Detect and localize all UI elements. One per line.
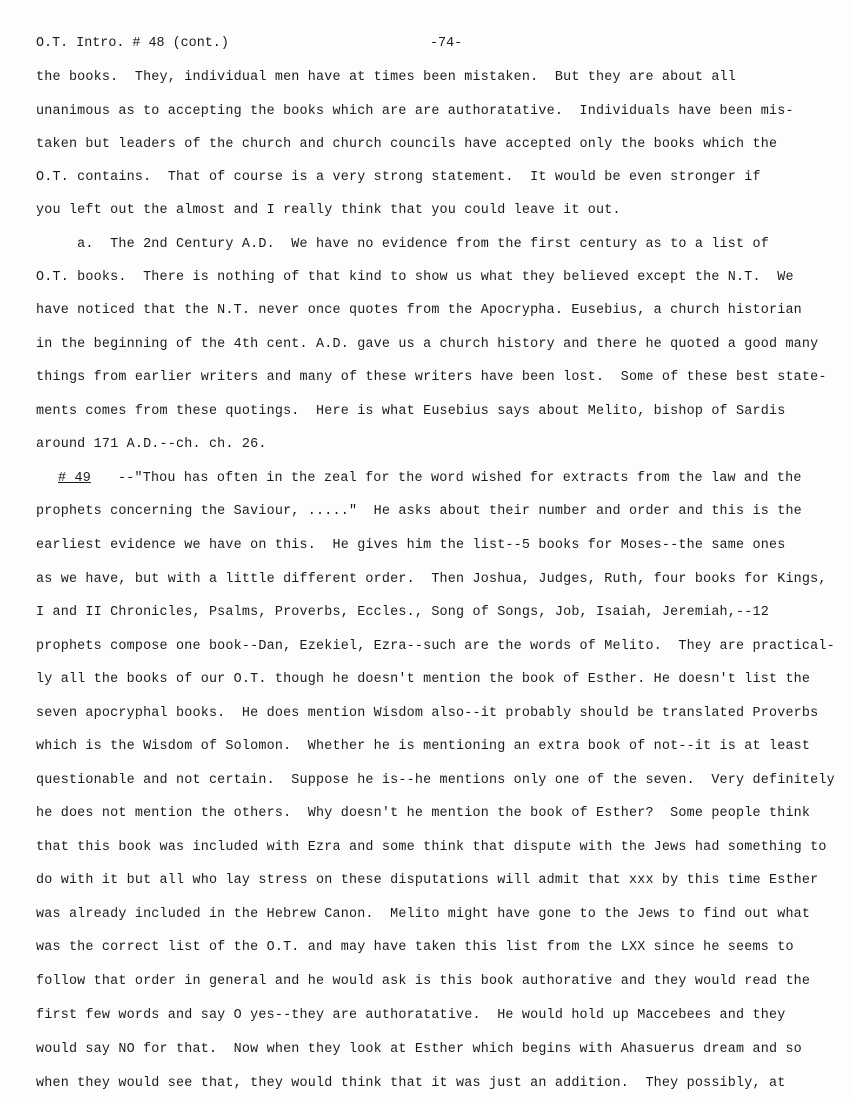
text-line-15: earliest evidence we have on this. He gives him the list--5 books for Moses--the same ones bbox=[36, 538, 786, 553]
text-line-20: seven apocryphal books. He does mention Wisdom also--it probably should be translated Proverbs bbox=[36, 706, 819, 721]
text-line-12: around 171 A.D.--ch. ch. 26. bbox=[36, 437, 267, 452]
text-line-1: the books. They, individual men have at times been mistaken. But they are about all bbox=[36, 70, 737, 85]
text-line-4: O.T. contains. That of course is a very strong statement. It would be even stronger if bbox=[36, 170, 761, 185]
text-line-3: taken but leaders of the church and church councils have accepted only the books which the bbox=[36, 137, 778, 152]
text-line-30: would say NO for that. Now when they look at Esther which begins with Ahasuerus dream and so bbox=[36, 1042, 802, 1057]
text-line-22: questionable and not certain. Suppose he is--he mentions only one of the seven. Very definitely bbox=[36, 773, 835, 788]
text-line-18: prophets compose one book--Dan, Ezekiel, Ezra--such are the words of Melito. They are practical- bbox=[36, 639, 835, 654]
text-line-14: prophets concerning the Saviour, ....." He asks about their number and order and this is the bbox=[36, 504, 802, 519]
page-number: -74- bbox=[430, 36, 463, 51]
text-line-24: that this book was included with Ezra and some think that dispute with the Jews had something to bbox=[36, 840, 827, 855]
text-line-11: ments comes from these quotings. Here is what Eusebius says about Melito, bishop of Sardis bbox=[36, 404, 786, 419]
text-line-10: things from earlier writers and many of these writers have been lost. Some of these best state- bbox=[36, 370, 827, 385]
text-line-23: he does not mention the others. Why doesn't he mention the book of Esther? Some people think bbox=[36, 806, 811, 821]
text-line-7: O.T. books. There is nothing of that kind to show us what they believed except the N.T. We bbox=[36, 270, 794, 285]
text-line-5: you left out the almost and I really think that you could leave it out. bbox=[36, 203, 621, 218]
section-marker: # 49 bbox=[58, 471, 91, 486]
text-line-8: have noticed that the N.T. never once quotes from the Apocrypha. Eusebius, a church historian bbox=[36, 303, 802, 318]
text-line-31: when they would see that, they would think that it was just an addition. They possibly, at bbox=[36, 1076, 786, 1091]
text-line-25: do with it but all who lay stress on these disputations will admit that xxx by this time Esther bbox=[36, 873, 819, 888]
header-title: O.T. Intro. # 48 (cont.) bbox=[36, 36, 229, 51]
text-line-27: was the correct list of the O.T. and may have taken this list from the LXX since he seems to bbox=[36, 940, 794, 955]
text-line-6: a. The 2nd Century A.D. We have no evidence from the first century as to a list of bbox=[36, 237, 769, 252]
text-line-13: --"Thou has often in the zeal for the word wished for extracts from the law and the bbox=[118, 471, 802, 486]
text-line-26: was already included in the Hebrew Canon. Melito might have gone to the Jews to find out what bbox=[36, 907, 811, 922]
text-line-16: as we have, but with a little different order. Then Joshua, Judges, Ruth, four books for Kings, bbox=[36, 572, 827, 587]
text-line-2: unanimous as to accepting the books which are are authoratative. Individuals have been mis- bbox=[36, 104, 794, 119]
text-line-21: which is the Wisdom of Solomon. Whether he is mentioning an extra book of not--it is at least bbox=[36, 739, 811, 754]
text-line-19: ly all the books of our O.T. though he doesn't mention the book of Esther. He doesn't list the bbox=[36, 672, 811, 687]
text-line-17: I and II Chronicles, Psalms, Proverbs, Eccles., Song of Songs, Job, Isaiah, Jeremiah,--12 bbox=[36, 605, 769, 620]
text-line-29: first few words and say O yes--they are authoratative. He would hold up Maccebees and they bbox=[36, 1008, 786, 1023]
text-line-9: in the beginning of the 4th cent. A.D. gave us a church history and there he quoted a good many bbox=[36, 337, 819, 352]
text-line-28: follow that order in general and he would ask is this book authorative and they would read the bbox=[36, 974, 811, 989]
